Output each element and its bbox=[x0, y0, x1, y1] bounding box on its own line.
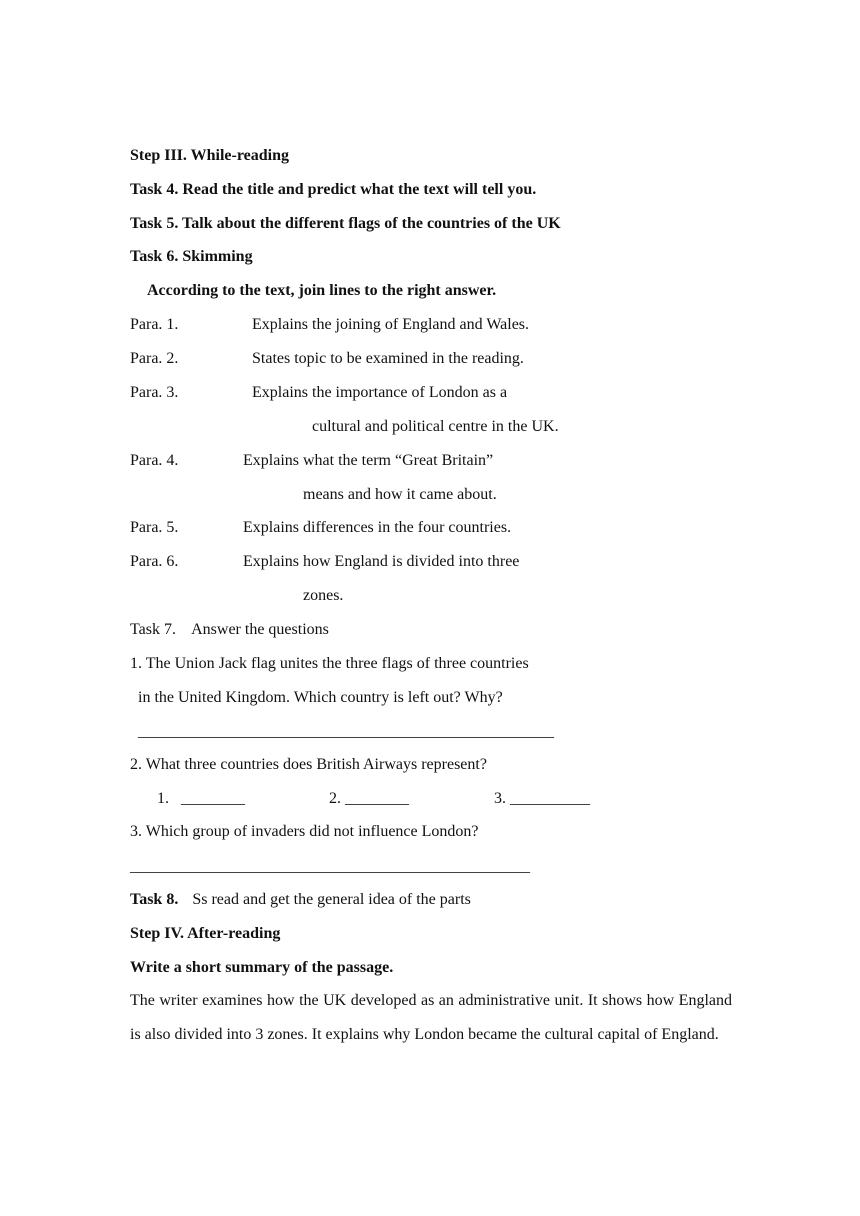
para-5-label: Para. 5. bbox=[130, 519, 179, 536]
question-2: 2. What three countries does British Airways represent? bbox=[130, 756, 487, 773]
task-4-heading: Task 4. Read the title and predict what the text will tell you. bbox=[130, 181, 537, 198]
para-2-text: States topic to be examined in the reading. bbox=[252, 350, 524, 367]
task-7-heading: Task 7. Answer the questions bbox=[130, 621, 329, 638]
para-3-text: Explains the importance of London as a bbox=[252, 384, 508, 401]
question-2-answer-1: 1. ________ bbox=[157, 790, 245, 807]
step-4-heading: Step IV. After-reading bbox=[130, 925, 281, 942]
para-3-label: Para. 3. bbox=[130, 384, 179, 401]
task-8-line bbox=[130, 890, 471, 910]
task-8-text: Ss read and get the general idea of the parts bbox=[192, 891, 471, 908]
question-3: 3. Which group of invaders did not influence London? bbox=[130, 823, 479, 840]
question-1-line-2: in the United Kingdom. Which country is left out? Why? bbox=[138, 689, 503, 706]
summary-heading: Write a short summary of the passage. bbox=[130, 959, 394, 976]
question-1-answer-blank: ____________________________________________________ bbox=[138, 723, 554, 740]
task-6-instruction: According to the text, join lines to the right answer. bbox=[147, 282, 497, 299]
step-3-heading: Step III. While-reading bbox=[130, 147, 289, 164]
para-4-text-cont: means and how it came about. bbox=[303, 486, 497, 503]
para-1-label: Para. 1. bbox=[130, 316, 179, 333]
para-6-text: Explains how England is divided into three bbox=[243, 553, 520, 570]
question-3-answer-blank: __________________________________________________ bbox=[130, 858, 530, 875]
para-6-text-cont: zones. bbox=[303, 587, 344, 604]
task-5-heading: Task 5. Talk about the different flags of the countries of the UK bbox=[130, 215, 561, 232]
task-8-label: Task 8. bbox=[130, 891, 179, 908]
para-1-text: Explains the joining of England and Wales. bbox=[252, 316, 530, 333]
para-4-label: Para. 4. bbox=[130, 452, 179, 469]
para-2-label: Para. 2. bbox=[130, 350, 179, 367]
para-5-text: Explains differences in the four countries. bbox=[243, 519, 512, 536]
para-3-text-cont: cultural and political centre in the UK. bbox=[312, 418, 559, 435]
task-6-heading: Task 6. Skimming bbox=[130, 248, 253, 265]
para-4-text: Explains what the term “Great Britain” bbox=[243, 452, 494, 469]
question-1-line-1: 1. The Union Jack flag unites the three flags of three countries bbox=[130, 655, 529, 672]
question-2-answer-2: 2. ________ bbox=[329, 790, 409, 807]
summary-paragraph: The writer examines how the UK developed as an administrative unit. It shows how England is also divided into 3 zones. It explains why London became the cultural capital of England. bbox=[130, 992, 732, 1043]
para-6-label: Para. 6. bbox=[130, 553, 179, 570]
question-2-answer-3: 3. __________ bbox=[494, 790, 590, 807]
